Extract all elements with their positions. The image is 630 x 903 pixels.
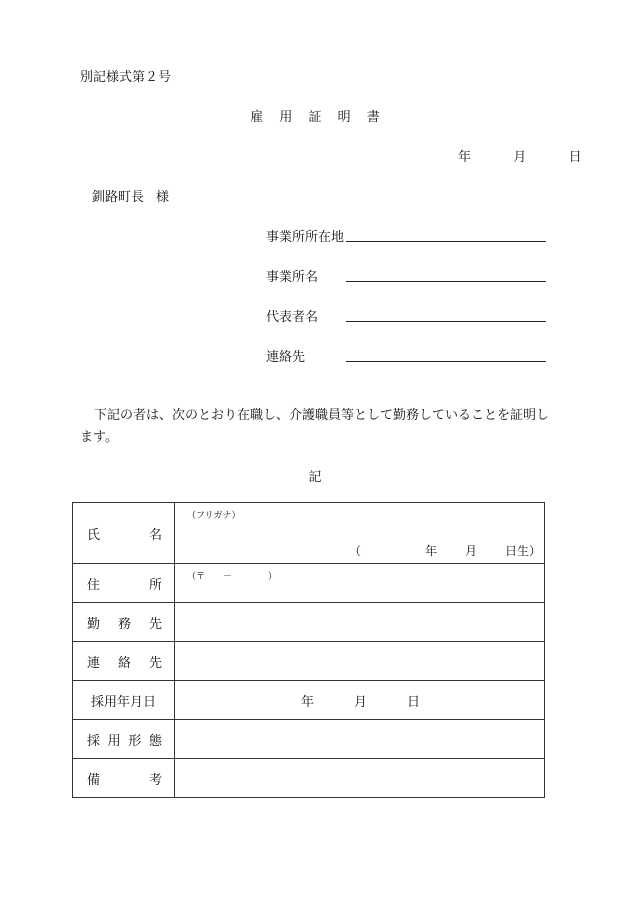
remarks-value-cell[interactable] [175, 759, 545, 798]
contact-label-char: 先 [148, 655, 162, 671]
table-row-address [73, 564, 545, 603]
issuer-contact-label: 連絡先 [266, 350, 306, 365]
issuer-address-label: 事業所所在地 [266, 230, 345, 245]
employment-type-label-cell [73, 720, 175, 759]
issue-date-day: 日 [568, 150, 582, 165]
name-label-char: 氏 [87, 527, 101, 543]
remarks-label-char: 備 [87, 772, 101, 788]
hire-date-label: 採用年月日 [90, 694, 156, 710]
table-row-workplace [73, 603, 545, 642]
issuer-representative-label: 代表者名 [266, 310, 319, 325]
workplace-label-char: 先 [148, 616, 162, 632]
hire-date-label-cell [73, 681, 175, 720]
issuer-representative-field[interactable] [346, 321, 546, 322]
workplace-value-cell[interactable] [175, 603, 545, 642]
address-label-cell [73, 564, 175, 603]
issuer-name-field[interactable] [346, 281, 546, 282]
certificate-table [72, 502, 545, 798]
table-row-name [73, 503, 545, 564]
employment-type-label-char: 形 [128, 733, 142, 749]
employment-type-value-cell[interactable] [175, 720, 545, 759]
workplace-label-char: 勤 [87, 616, 101, 632]
contact-label-char: 絡 [117, 655, 131, 671]
employment-type-label-char: 用 [107, 733, 121, 749]
contact-label-cell [73, 642, 175, 681]
contact-value-cell[interactable] [175, 642, 545, 681]
birth-day: 日生） [505, 544, 542, 558]
remarks-label-cell [73, 759, 175, 798]
addressee [92, 186, 169, 205]
workplace-label-cell [73, 603, 175, 642]
issue-date [458, 146, 582, 165]
hire-year: 年 [301, 694, 315, 710]
hire-day: 日 [407, 694, 421, 710]
address-value-cell[interactable] [175, 564, 545, 603]
birth-month: 月 [465, 544, 478, 558]
table-row-contact [73, 642, 545, 681]
birth-date: （ 年 月 日生） [349, 544, 542, 558]
issuer-contact-field[interactable] [346, 361, 546, 362]
title-char: 雇 [250, 110, 264, 125]
certification-statement: 下記の者は、次のとおり在職し、介護職員等として勤務していることを証明します。 [80, 408, 550, 445]
name-value-cell[interactable] [175, 503, 545, 564]
furigana-label: （フリガナ） [187, 511, 241, 521]
document-title [0, 106, 630, 125]
employment-type-label-char: 態 [148, 733, 162, 749]
title-char: 証 [308, 110, 322, 125]
issuer-name-label: 事業所名 [266, 270, 319, 285]
table-row-remarks [73, 759, 545, 798]
hire-date-value-cell[interactable] [175, 681, 545, 720]
title-char: 明 [337, 110, 351, 125]
name-label-char: 名 [148, 527, 162, 543]
postal-code-label: （〒 － ） [187, 572, 278, 582]
form-number: 別記様式第２号 [80, 70, 172, 85]
address-label-char: 所 [148, 577, 162, 593]
addressee-honorific: 様 [156, 190, 170, 205]
table-row-hire-date [73, 681, 545, 720]
address-label-char: 住 [87, 577, 101, 593]
issuer-address-row [266, 226, 346, 245]
hire-month: 月 [354, 694, 368, 710]
title-char: 用 [279, 110, 293, 125]
employment-type-label-char: 採 [87, 733, 101, 749]
remarks-label-char: 考 [148, 772, 162, 788]
issuer-representative-row [266, 306, 346, 325]
addressee-name: 釧路町長 [92, 190, 145, 205]
issue-date-year: 年 [458, 150, 472, 165]
issuer-name-row [266, 266, 346, 285]
issuer-address-field[interactable] [346, 241, 546, 242]
workplace-label-char: 務 [117, 616, 131, 632]
table-row-employment-type [73, 720, 545, 759]
issue-date-month: 月 [513, 150, 527, 165]
birth-year: 年 [425, 544, 438, 558]
name-label-cell [73, 503, 175, 564]
issuer-contact-row [266, 346, 346, 365]
title-char: 書 [366, 110, 380, 125]
ki-heading: 記 [308, 470, 322, 485]
contact-label-char: 連 [87, 655, 101, 671]
